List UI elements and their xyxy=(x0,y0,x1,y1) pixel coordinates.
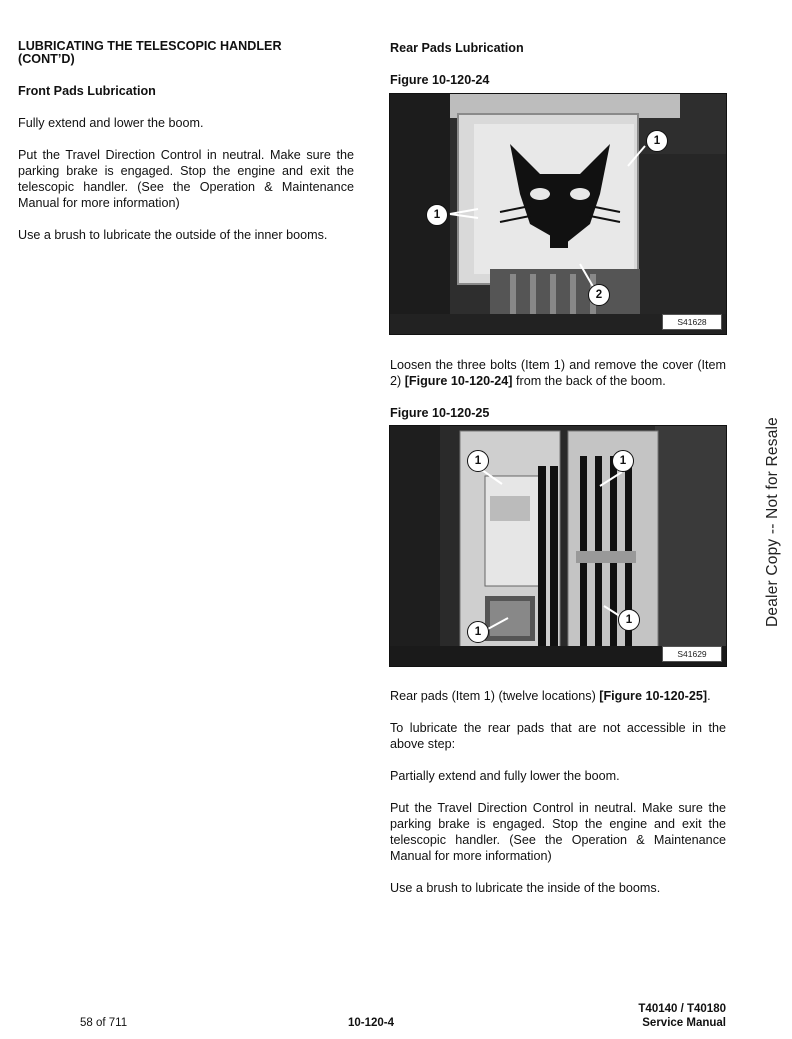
right-column-bottom xyxy=(390,688,726,896)
dealer-copy-watermark: Dealer Copy -- Not for Resale xyxy=(764,417,781,627)
section-title xyxy=(18,40,354,66)
figure-24-id: S41628 xyxy=(662,314,722,330)
page-count: 58 of 711 xyxy=(80,1017,128,1029)
figure-25-photo xyxy=(389,425,727,667)
right-column-top xyxy=(390,40,726,88)
front-step-1: Fully extend and lower the boom. xyxy=(18,116,204,130)
callout-cover-2: 2 xyxy=(588,284,610,306)
front-pads-heading: Front Pads Lubrication xyxy=(18,84,156,98)
figure-24-photo xyxy=(389,93,727,335)
section-title-line1: LUBRICATING THE TELESCOPIC HANDLER xyxy=(18,39,282,53)
rear-step-1: Loosen the three bolts (Item 1) and remove the cover (Item 2) [Figure 10-120-24] from the back of the boom. xyxy=(390,358,726,388)
figure-25-id: S41629 xyxy=(662,646,722,662)
figure-24-ref: [Figure 10-120-24] xyxy=(404,374,513,388)
rear-step-3: To lubricate the rear pads that are not accessible in the above step: xyxy=(390,721,726,751)
front-step-2: Put the Travel Direction Control in neutral. Make sure the parking brake is engaged. Stop the engine and exit the telescopic handler. (See the Operation & Maintenance Manual for more information) xyxy=(18,148,354,210)
left-column xyxy=(18,40,354,243)
callout-rear-pad-bottom-right: 1 xyxy=(618,609,640,631)
footer-manual-title: Service Manual xyxy=(642,1017,726,1029)
boom-interior-photo xyxy=(390,426,726,666)
figure-25-label: Figure 10-120-25 xyxy=(390,406,490,420)
callout-rear-pad-top-right: 1 xyxy=(612,450,634,472)
page-number: 10-120-4 xyxy=(348,1017,395,1029)
rear-step-6: Use a brush to lubricate the inside of the booms. xyxy=(390,881,661,895)
callout-bolt-1a: 1 xyxy=(646,130,668,152)
rear-step-5: Put the Travel Direction Control in neutral. Make sure the parking brake is engaged. Stop the engine and exit the telescopic handler. (See the Operation & Maintenance Manual for more information) xyxy=(390,801,726,863)
callout-rear-pad-top-left: 1 xyxy=(467,450,489,472)
callout-bolt-1b: 1 xyxy=(426,204,448,226)
right-column-mid xyxy=(390,357,726,421)
front-step-3: Use a brush to lubricate the outside of the inner booms. xyxy=(18,228,328,242)
footer-model: T40140 / T40180 xyxy=(638,1003,726,1015)
rear-pads-heading: Rear Pads Lubrication xyxy=(390,41,524,55)
section-title-line2: (CONT’D) xyxy=(18,52,75,66)
callout-rear-pad-bottom-left: 1 xyxy=(467,621,489,643)
footer-model-block xyxy=(560,1002,726,1030)
rear-step-4: Partially extend and fully lower the boom. xyxy=(390,769,620,783)
figure-24-label: Figure 10-120-24 xyxy=(390,73,490,87)
figure-25-ref: [Figure 10-120-25] xyxy=(599,689,708,703)
rear-step-2: Rear pads (Item 1) (twelve locations) [Figure 10-120-25]. xyxy=(390,689,711,703)
